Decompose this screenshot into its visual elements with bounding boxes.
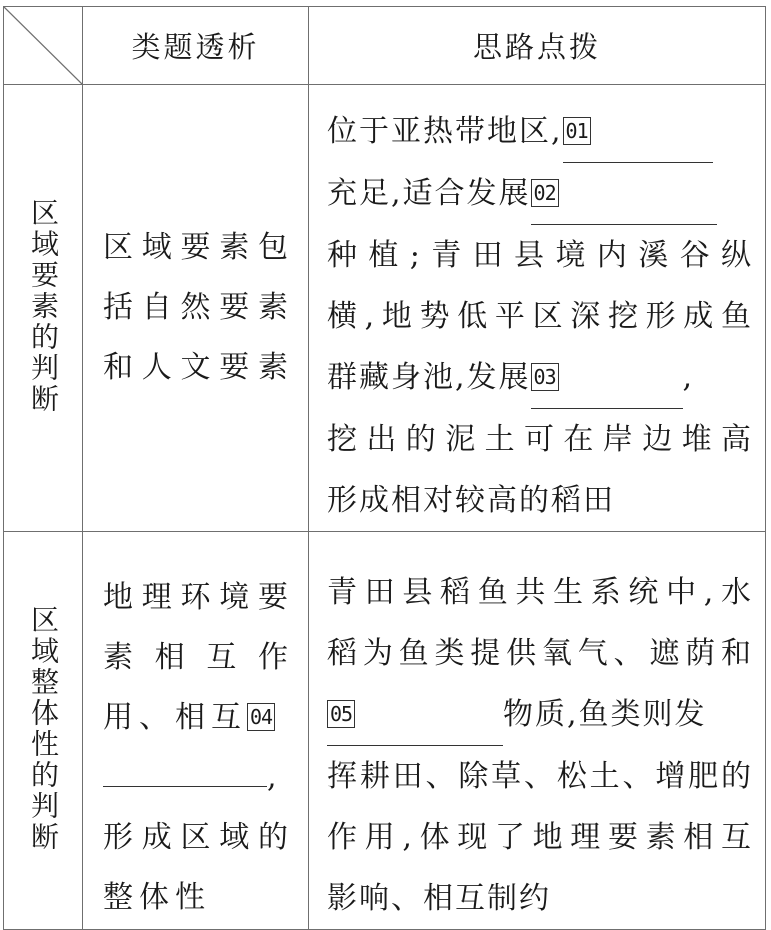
idea-line	[327, 684, 753, 746]
blank-number-badge: 04	[247, 703, 275, 731]
idea-line: 种植;青田县境内溪谷纵	[327, 238, 753, 273]
blank-number-badge: 01	[563, 117, 591, 145]
idea-text: 充足,适合发展	[327, 176, 531, 211]
analysis-line: 形成区域的	[103, 820, 294, 855]
analysis-line	[103, 748, 294, 808]
blank-number-badge: 02	[531, 179, 559, 207]
analysis-text: 用、相互	[103, 700, 247, 735]
analysis-line: 和人文要素	[103, 350, 294, 385]
answer-blank[interactable]	[563, 101, 713, 163]
blank-number-badge: 05	[327, 700, 355, 728]
analysis-text: ,	[267, 760, 283, 795]
idea-line	[327, 347, 753, 409]
row-category-label: 区域要素的判断	[27, 197, 60, 415]
idea-text: 群藏身池,发展	[327, 360, 531, 395]
idea-cell	[309, 85, 766, 532]
idea-text: 物质,鱼类则发	[503, 697, 707, 732]
diagonal-corner-cell	[4, 7, 83, 85]
blank-number-badge: 03	[531, 363, 559, 391]
idea-line: 作用,体现了地理要素相互	[327, 820, 753, 855]
header-row	[4, 7, 766, 85]
idea-line: 挥耕田、除草、松土、增肥的	[327, 759, 753, 794]
idea-line: 影响、相互制约	[327, 881, 551, 916]
idea-text: ,	[682, 360, 695, 395]
idea-line	[327, 163, 753, 225]
analysis-cell	[83, 85, 309, 532]
table-row	[4, 85, 766, 532]
answer-blank[interactable]	[327, 684, 503, 746]
idea-line: 横,地势低平区深挖形成鱼	[327, 299, 753, 334]
analysis-line: 地理环境要	[103, 580, 294, 615]
row-category-cell	[4, 85, 83, 532]
answer-blank[interactable]	[531, 347, 683, 409]
answer-blank[interactable]	[103, 786, 267, 787]
diagonal-line	[4, 7, 82, 84]
header-type-analysis: 类题透析	[83, 7, 309, 85]
idea-line: 挖出的泥土可在岸边堆高	[327, 422, 753, 457]
analysis-line	[103, 688, 294, 748]
idea-line	[327, 101, 753, 163]
table-row	[4, 532, 766, 930]
answer-blank-start[interactable]	[247, 688, 291, 748]
row-category-cell	[4, 532, 83, 930]
idea-text: 位于亚热带地区,	[327, 114, 563, 149]
idea-cell	[309, 532, 766, 930]
analysis-cell	[83, 532, 309, 930]
idea-line: 青田县稻鱼共生系统中,水	[327, 575, 753, 610]
idea-line: 稻为鱼类提供氧气、遮荫和	[327, 636, 753, 671]
analysis-line: 整体性	[103, 880, 211, 915]
idea-line: 形成相对较高的稻田	[327, 483, 615, 518]
analysis-line: 区域要素包	[103, 230, 294, 265]
row-category-label: 区域整体性的判断	[27, 604, 60, 853]
header-idea-guide: 思路点拨	[309, 7, 766, 85]
answer-blank[interactable]	[531, 163, 717, 225]
analysis-line: 素相互作	[103, 640, 294, 675]
analysis-table	[3, 6, 766, 930]
analysis-line: 括自然要素	[103, 290, 294, 325]
